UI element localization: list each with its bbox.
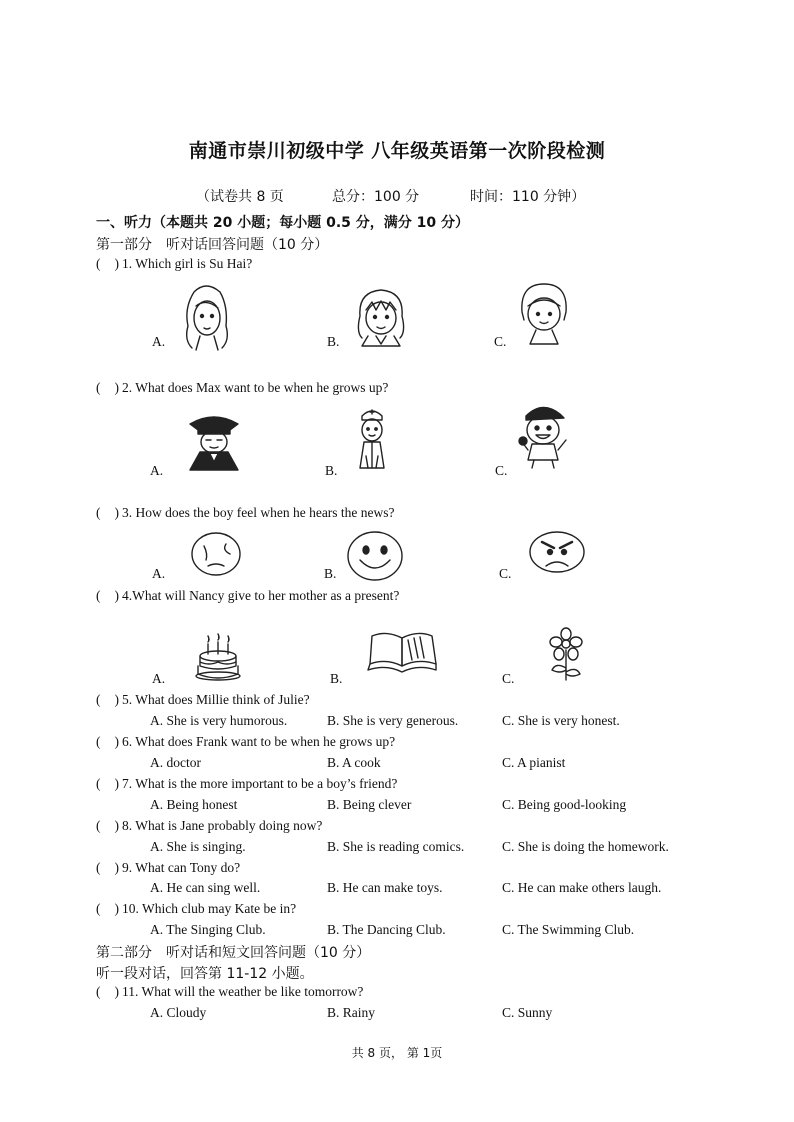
option-7c: C. Being good-looking: [502, 797, 627, 812]
option-4c: C.: [502, 671, 515, 686]
doctor-icon: [354, 406, 390, 472]
question-10: ( ) 10. Which club may Kate be in?: [96, 901, 297, 916]
option-10b: B. The Dancing Club.: [327, 922, 446, 937]
option-6b: B. A cook: [327, 755, 381, 770]
option-6c: C. A pianist: [502, 755, 566, 770]
option-1c: C.: [494, 334, 507, 349]
option-10a: A. The Singing Club.: [150, 922, 266, 937]
option-8a: A. She is singing.: [150, 839, 246, 854]
part-one-heading: 第一部分 听对话回答问题（10 分）: [96, 237, 329, 253]
part-two-heading: 第二部分 听对话和短文回答问题（10 分）: [96, 945, 371, 961]
option-7b: B. Being clever: [327, 797, 412, 812]
option-2b: B.: [325, 463, 338, 478]
option-9b: B. He can make toys.: [327, 880, 443, 895]
option-5b: B. She is very generous.: [327, 713, 459, 728]
option-2c: C.: [495, 463, 508, 478]
question-8: ( ) 8. What is Jane probably doing now?: [96, 818, 323, 833]
option-11c: C. Sunny: [502, 1005, 553, 1020]
question-9: ( ) 9. What can Tony do?: [96, 860, 241, 875]
question-1: ( ) 1. Which girl is Su Hai?: [96, 256, 253, 271]
girl-long-hair-icon: [176, 282, 236, 352]
angry-face-icon: [528, 530, 586, 574]
option-5a: A. She is very humorous.: [150, 713, 288, 728]
policeman-icon: [184, 412, 244, 472]
option-3b: B.: [324, 566, 337, 581]
question-4: ( ) 4.What will Nancy give to her mother as a present?: [96, 588, 400, 603]
option-8c: C. She is doing the homework.: [502, 839, 669, 854]
question-5: ( ) 5. What does Millie think of Julie?: [96, 692, 310, 707]
question-6: ( ) 6. What does Frank want to be when he grows up?: [96, 734, 396, 749]
page-count: （试卷共 8 页: [196, 189, 284, 205]
option-9c: C. He can make others laugh.: [502, 880, 662, 895]
option-7a: A. Being honest: [150, 797, 238, 812]
option-3c: C.: [499, 566, 512, 581]
smiley-face-icon: [346, 530, 404, 582]
option-4a: A.: [152, 671, 166, 686]
option-1b: B.: [327, 334, 340, 349]
option-11b: B. Rainy: [327, 1005, 376, 1020]
girl-bangs-icon: [350, 286, 412, 348]
singer-boy-icon: [514, 400, 572, 470]
total-score: 总分：100 分: [332, 189, 420, 205]
option-6a: A. doctor: [150, 755, 201, 770]
open-book-icon: [366, 628, 438, 674]
question-2: ( ) 2. What does Max want to be when he grows up?: [96, 380, 389, 395]
birthday-cake-icon: [194, 632, 244, 682]
option-5c: C. She is very honest.: [502, 713, 620, 728]
girl-bob-hair-icon: [516, 280, 572, 346]
option-3a: A.: [152, 566, 166, 581]
option-9a: A. He can sing well.: [150, 880, 261, 895]
section-heading: 一、听力（本题共 20 小题；每小题 0.5 分，满分 10 分）: [96, 215, 470, 231]
question-7: ( ) 7. What is the more important to be a boy’s friend?: [96, 776, 398, 791]
question-11: ( ) 11. What will the weather be like tomorrow?: [96, 984, 364, 999]
flower-icon: [546, 628, 586, 684]
option-11a: A. Cloudy: [150, 1005, 207, 1020]
sad-face-icon: [190, 530, 242, 578]
page-title: 南通市崇川初级中学 八年级英语第一次阶段检测: [188, 140, 606, 162]
question-3: ( ) 3. How does the boy feel when he hears the news?: [96, 505, 395, 520]
time-limit: 时间：110 分钟）: [470, 189, 586, 205]
option-1a: A.: [152, 334, 166, 349]
instruction: 听一段对话，回答第 11-12 小题。: [96, 966, 314, 982]
option-10c: C. The Swimming Club.: [502, 922, 635, 937]
option-2a: A.: [150, 463, 164, 478]
page-footer: 共 8 页， 第 1页: [351, 1046, 443, 1060]
option-8b: B. She is reading comics.: [327, 839, 465, 854]
option-4b: B.: [330, 671, 343, 686]
